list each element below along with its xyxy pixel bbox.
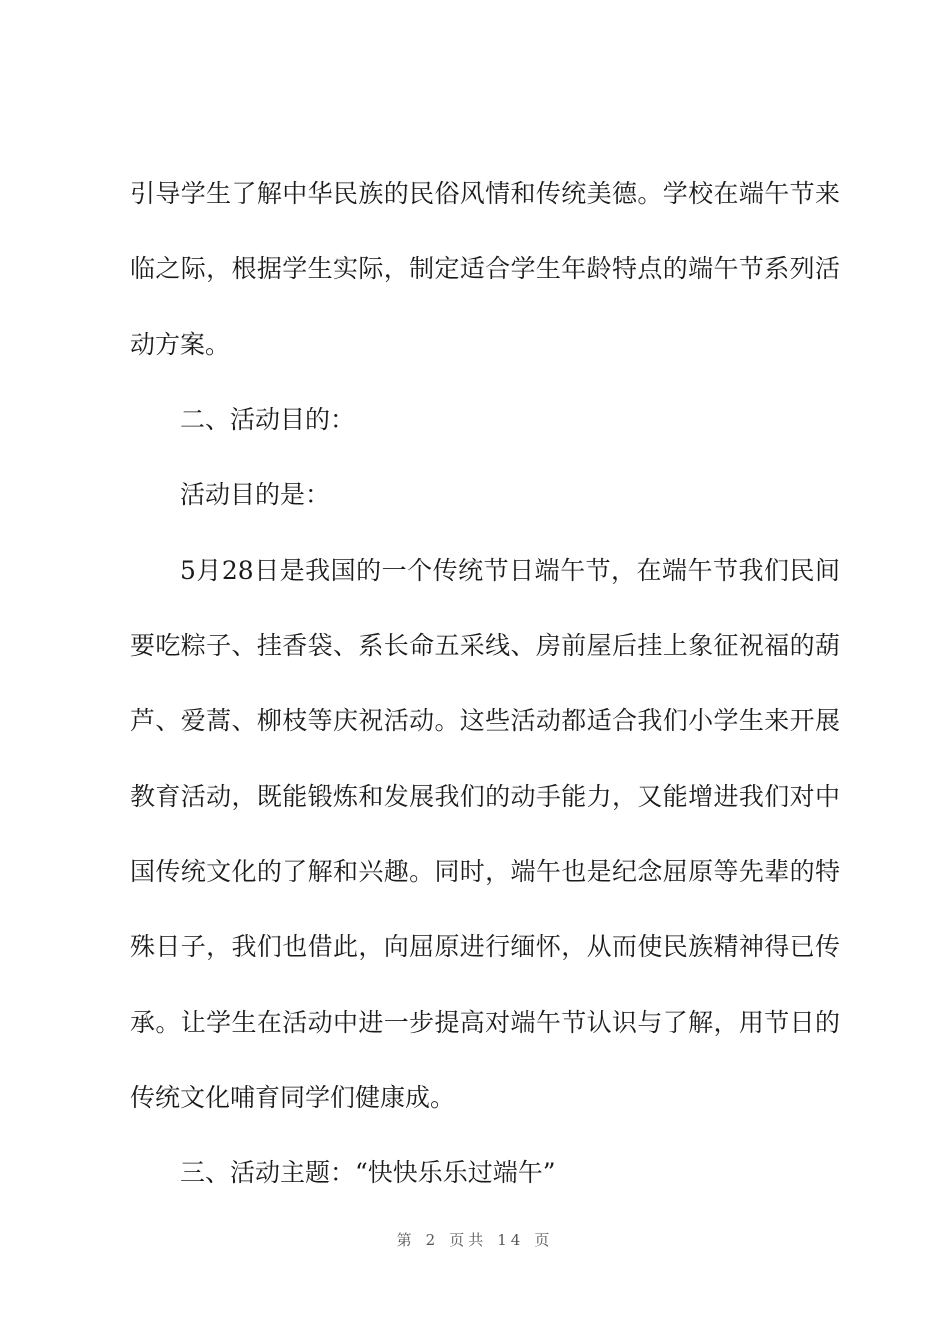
paragraph-line-8: 芦、爱蒿、柳枝等庆祝活动。这些活动都适合我们小学生来开展 (130, 706, 840, 735)
paragraph-line-7: 要吃粽子、挂香袋、系长命五采线、房前屋后挂上象征祝福的葫 (130, 631, 840, 660)
paragraph-line-12: 承。让学生在活动中进一步提高对端午节认识与了解，用节日的 (130, 1008, 840, 1037)
paragraph-line-13: 传统文化哺育同学们健康成。 (130, 1083, 456, 1112)
paragraph-line-3: 动方案。 (130, 330, 231, 359)
paragraph-lead-in: 活动目的是： (180, 480, 331, 509)
section-heading-3: 三、活动主题：“快快乐乐过端午” (180, 1158, 556, 1187)
footer-prefix: 第 (396, 1231, 416, 1249)
paragraph-line-11: 殊日子，我们也借此，向屈原进行缅怀，从而使民族精神得已传 (130, 932, 840, 961)
footer-total-pages: 14 (497, 1231, 525, 1249)
paragraph-line-1: 引导学生了解中华民族的民俗风情和传统美德。学校在端午节来 (130, 179, 840, 208)
paragraph-line-6: 5月28日是我国的一个传统节日端午节，在端午节我们民间 (180, 556, 840, 585)
page-footer (0, 1228, 950, 1252)
section-heading-2: 二、活动目的： (180, 405, 356, 434)
footer-middle: 页共 (449, 1231, 488, 1249)
footer-suffix: 页 (534, 1231, 554, 1249)
paragraph-line-9: 教育活动，既能锻炼和发展我们的动手能力，又能增进我们对中 (130, 782, 840, 811)
paragraph-line-10: 国传统文化的了解和兴趣。同时，端午也是纪念屈原等先辈的特 (130, 857, 840, 886)
paragraph-line-2: 临之际，根据学生实际，制定适合学生年龄特点的端午节系列活 (130, 254, 840, 283)
footer-current-page: 2 (425, 1231, 440, 1249)
